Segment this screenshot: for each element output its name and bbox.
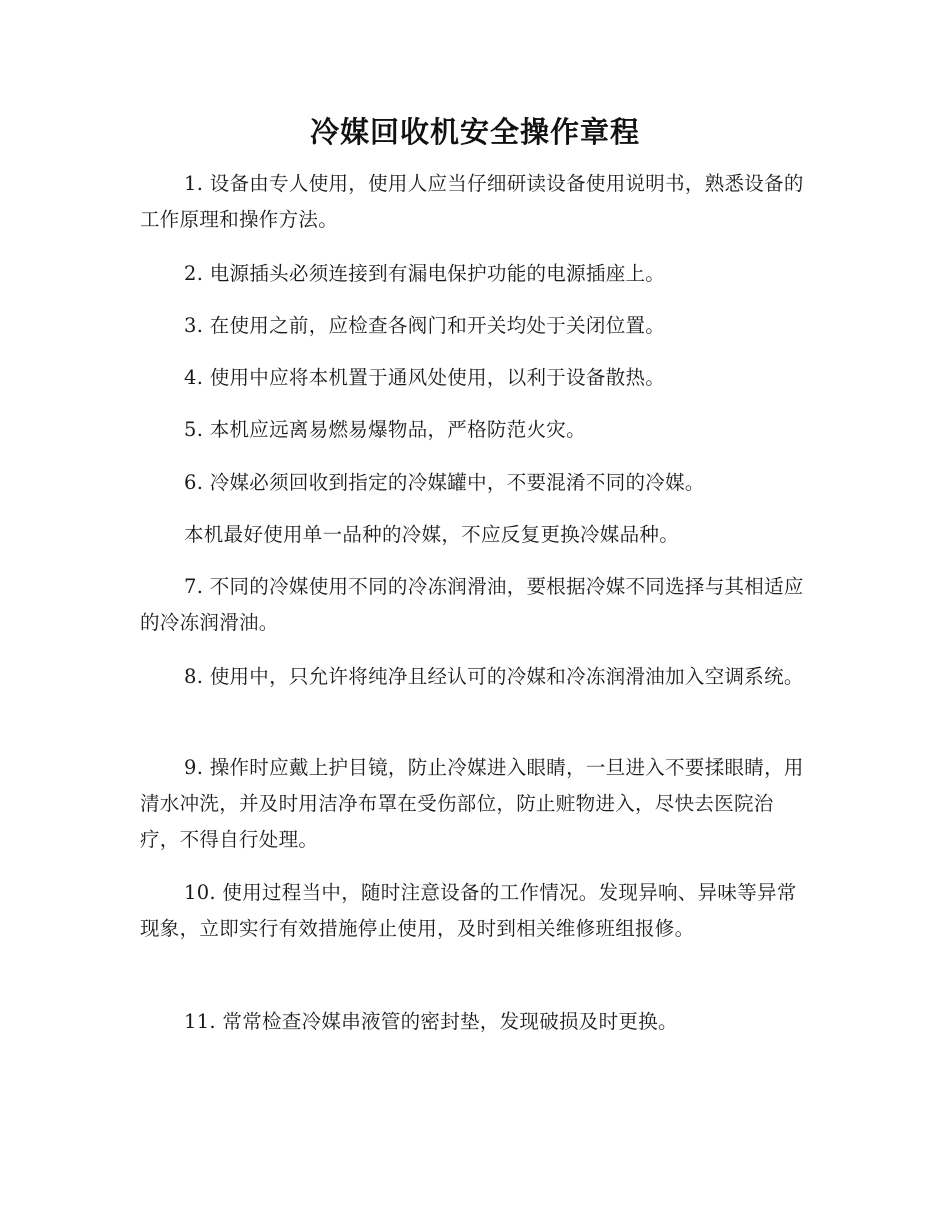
paragraph-4: 4. 使用中应将本机置于通风处使用，以利于设备散热。 — [184, 366, 666, 389]
paragraph-11: 11. 常常检查冷媒串液管的密封垫，发现破损及时更换。 — [184, 1010, 678, 1033]
paragraph-5: 5. 本机应远离易燃易爆物品，严格防范火灾。 — [184, 418, 586, 441]
paragraph-7: 7. 不同的冷媒使用不同的冷冻润滑油，要根据冷媒不同选择与其相适应的冷冻润滑油。 — [140, 575, 804, 634]
paragraph-10: 10. 使用过程当中，随时注意设备的工作情况。发现异响、异味等异常现象，立即实行有效措施停止使用，及时到相关维修班组报修。 — [140, 881, 797, 940]
paragraph-3: 3. 在使用之前，应检查各阀门和开关均处于关闭位置。 — [184, 314, 666, 337]
paragraph-6-note: 本机最好使用单一品种的冷媒，不应反复更换冷媒品种。 — [184, 523, 680, 546]
paragraph-9: 9. 操作时应戴上护目镜，防止冷媒进入眼睛，一旦进入不要揉眼睛，用清水冲洗，并及时用洁净布罩在受伤部位，防止赃物进入，尽快去医院治疗，不得自行处理。 — [140, 756, 804, 851]
paragraph-1: 1. 设备由专人使用，使用人应当仔细研读设备使用说明书，熟悉设备的工作原理和操作方法。 — [140, 172, 804, 231]
paragraph-8: 8. 使用中，只允许将纯净且经认可的冷媒和冷冻润滑油加入空调系统。 — [184, 665, 804, 688]
paragraph-6: 6. 冷媒必须回收到指定的冷媒罐中，不要混淆不同的冷媒。 — [184, 471, 705, 494]
document-title: 冷媒回收机安全操作章程 — [309, 115, 640, 149]
paragraph-2: 2. 电源插头必须连接到有漏电保护功能的电源插座上。 — [184, 262, 666, 285]
